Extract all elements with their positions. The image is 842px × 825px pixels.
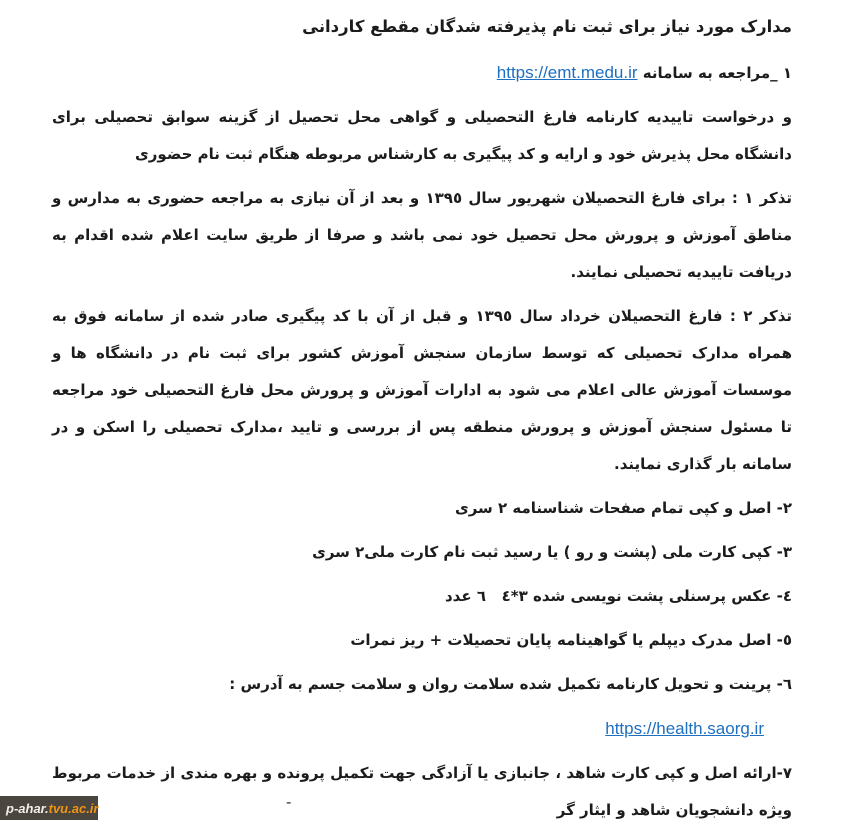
watermark-site-suffix: tvu.ac.ir bbox=[48, 800, 99, 816]
item-2: ٢- اصل و کپی تمام صفحات شناسنامه ٢ سری bbox=[454, 499, 792, 517]
item-6: ٦- پرینت و تحویل کارنامه تکمیل شده سلامت روان و سلامت جسم به آدرس : bbox=[229, 675, 792, 693]
step-1-continuation: و درخواست تاییدیه کارنامه فارغ التحصیلی و گواهی محل تحصیل از گزینه سوابق تحصیلی برای دانشگاه محل پذیرش خود و ارایه و کد پیگیری به کارشناس مربوطه هنگام ثبت نام حضوری bbox=[52, 108, 792, 163]
site-watermark bbox=[0, 796, 98, 820]
note-2: تذکر ٢ : فارغ التحصیلان خرداد سال ١٣٩٥ و قبل از آن با کد پیگیری صادر شده از سامانه فوق به همراه مدارک تحصیلی که توسط سازمان سنجش آموزش کشور برای ثبت نام در دانشگاه ها و موسسات آموزش عالی اعلام می شود به ادارات آموزش و پرورش محل فارغ التحصیلی خود مراجعه تا مسئول سنجش آموزش و پرورش منطقه پس از بررسی و تایید ،مدارک تحصیلی را اسکن و در سامانه بار گذاری نمایند. bbox=[52, 307, 792, 473]
item-7: ٧-ارائه اصل و کپی کارت شاهد ، جانبازی یا آزادگی جهت تکمیل پرونده و بهره مندی از خدمات مربوط ویژه دانشجویان شاهد و ایثار گر bbox=[52, 764, 792, 819]
health-link-line bbox=[52, 710, 792, 748]
step-1-line bbox=[52, 54, 792, 92]
step-1-text: ١ _مراجعه به سامانه bbox=[637, 64, 792, 82]
page-title: مدارک مورد نیاز برای ثبت نام پذیرفته شدگان مقطع کاردانی bbox=[302, 17, 792, 36]
stray-dash: - bbox=[286, 793, 292, 811]
note-1: تذکر ١ : برای فارغ التحصیلان شهریور سال ١٣٩٥ و بعد از آن نیازی به مراجعه حضوری به مدارس و مناطق آموزش و پرورش محل تحصیل خود نمی باشد و صرفا از طریق سایت اعلام شده اقدام به دریافت تاییدیه تحصیلی نمایند. bbox=[52, 189, 793, 281]
health-saorg-link[interactable]: https://health.saorg.ir bbox=[605, 719, 764, 738]
item-5: ٥- اصل مدرک دیپلم یا گواهینامه پایان تحصیلات + ریز نمرات bbox=[350, 631, 792, 649]
item-3: ٣- کپی کارت ملی (پشت و رو ) یا رسید ثبت نام کارت ملی٢ سری bbox=[312, 543, 792, 561]
watermark-site-prefix: p-ahar. bbox=[6, 800, 49, 816]
emt-medu-link[interactable]: https://emt.medu.ir bbox=[496, 63, 638, 82]
item-4: ٤- عکس پرسنلی پشت نویسی شده ٣*٤ ٦ عدد bbox=[444, 587, 792, 605]
